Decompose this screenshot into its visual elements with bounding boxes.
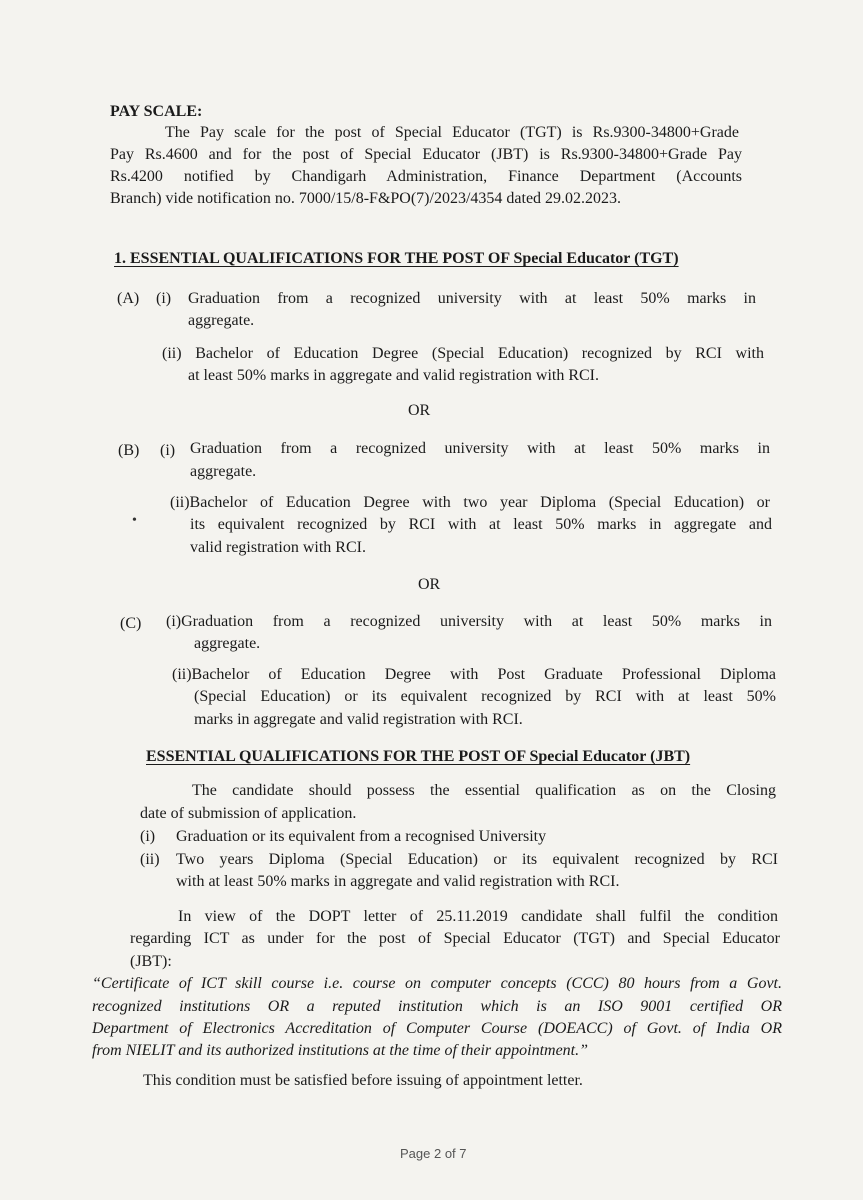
tgt-b-ii-line-2: its equivalent recognized by RCI with at least 50% marks in aggregate and [190, 516, 772, 533]
tgt-a-i-line-1: Graduation from a recognized university with at least 50% marks in [188, 290, 756, 307]
or-separator-1: OR [408, 402, 431, 419]
tgt-c-ii-line-2: (Special Education) or its equivalent recognized by RCI with at least 50% [194, 688, 776, 705]
tgt-c-label: (C) [120, 615, 142, 632]
jbt-intro-line-2: date of submission of application. [140, 805, 357, 822]
ict-quote-line-1: “Certificate of ICT skill course i.e. course on computer concepts (CCC) 80 hours from a Govt. [92, 975, 782, 992]
jbt-item-2-num: (ii) [140, 851, 160, 868]
tgt-b-i-line-2: aggregate. [190, 463, 257, 480]
tgt-b-label: (B) [118, 442, 140, 459]
tgt-a-i-line-2: aggregate. [188, 312, 255, 329]
pay-scale-heading: PAY SCALE: [110, 103, 203, 120]
ict-quote-line-4: from NIELIT and its authorized institutions at the time of their appointment.” [92, 1042, 589, 1059]
ict-quote-line-3: Department of Electronics Accreditation of Computer Course (DOEACC) of Govt. of India OR [92, 1020, 782, 1037]
tgt-a-ii-line-1: (ii) Bachelor of Education Degree (Special Education) recognized by RCI with [162, 345, 764, 362]
ict-closing: This condition must be satisfied before issuing of appointment letter. [143, 1072, 583, 1089]
jbt-item-2-line-1: Two years Diploma (Special Education) or its equivalent recognized by RCI [176, 851, 778, 868]
ict-line-2: regarding ICT as under for the post of Special Educator (TGT) and Special Educator [130, 930, 780, 947]
tgt-a-ii-line-2: at least 50% marks in aggregate and valid registration with RCI. [188, 367, 599, 384]
page-number: Page 2 of 7 [400, 1146, 467, 1161]
ict-line-3: (JBT): [130, 953, 172, 970]
ict-line-1: In view of the DOPT letter of 25.11.2019 candidate shall fulfil the condition [178, 908, 778, 925]
tgt-b-i-line-1: Graduation from a recognized university with at least 50% marks in [190, 440, 770, 457]
jbt-item-1-num: (i) [140, 828, 156, 845]
pay-scale-line-2: Pay Rs.4600 and for the post of Special Educator (JBT) is Rs.9300-34800+Grade Pay [110, 146, 742, 163]
tgt-b-i-num: (i) [160, 442, 176, 459]
or-separator-2: OR [418, 576, 441, 593]
pay-scale-line-4: Branch) vide notification no. 7000/15/8-F&PO(7)/2023/4354 dated 29.02.2023. [110, 190, 622, 207]
jbt-item-2-line-2: with at least 50% marks in aggregate and valid registration with RCI. [176, 873, 620, 890]
tgt-a-i-num: (i) [156, 290, 172, 307]
tgt-heading: 1. ESSENTIAL QUALIFICATIONS FOR THE POST OF Special Educator (TGT) [114, 250, 679, 267]
tgt-b-ii-line-3: valid registration with RCI. [190, 539, 366, 556]
tgt-a-label: (A) [117, 290, 140, 307]
jbt-intro-line-1: The candidate should possess the essential qualification as on the Closing [192, 782, 776, 799]
tgt-c-i-line-1: (i)Graduation from a recognized university with at least 50% marks in [166, 613, 772, 630]
tgt-b-ii-line-1: (ii)Bachelor of Education Degree with two year Diploma (Special Education) or [170, 494, 770, 511]
jbt-item-1-line-1: Graduation or its equivalent from a recognised University [176, 828, 547, 845]
pay-scale-line-3: Rs.4200 notified by Chandigarh Administration, Finance Department (Accounts [110, 168, 742, 185]
scan-speck: • [132, 513, 137, 528]
jbt-heading: ESSENTIAL QUALIFICATIONS FOR THE POST OF Special Educator (JBT) [146, 748, 691, 765]
tgt-c-i-line-2: aggregate. [194, 635, 261, 652]
tgt-c-ii-line-1: (ii)Bachelor of Education Degree with Post Graduate Professional Diploma [172, 666, 776, 683]
pay-scale-line-1: The Pay scale for the post of Special Educator (TGT) is Rs.9300-34800+Grade [165, 124, 739, 141]
ict-quote-line-2: recognized institutions OR a reputed institution which is an ISO 9001 certified OR [92, 998, 782, 1015]
tgt-c-ii-line-3: marks in aggregate and valid registration with RCI. [194, 711, 523, 728]
